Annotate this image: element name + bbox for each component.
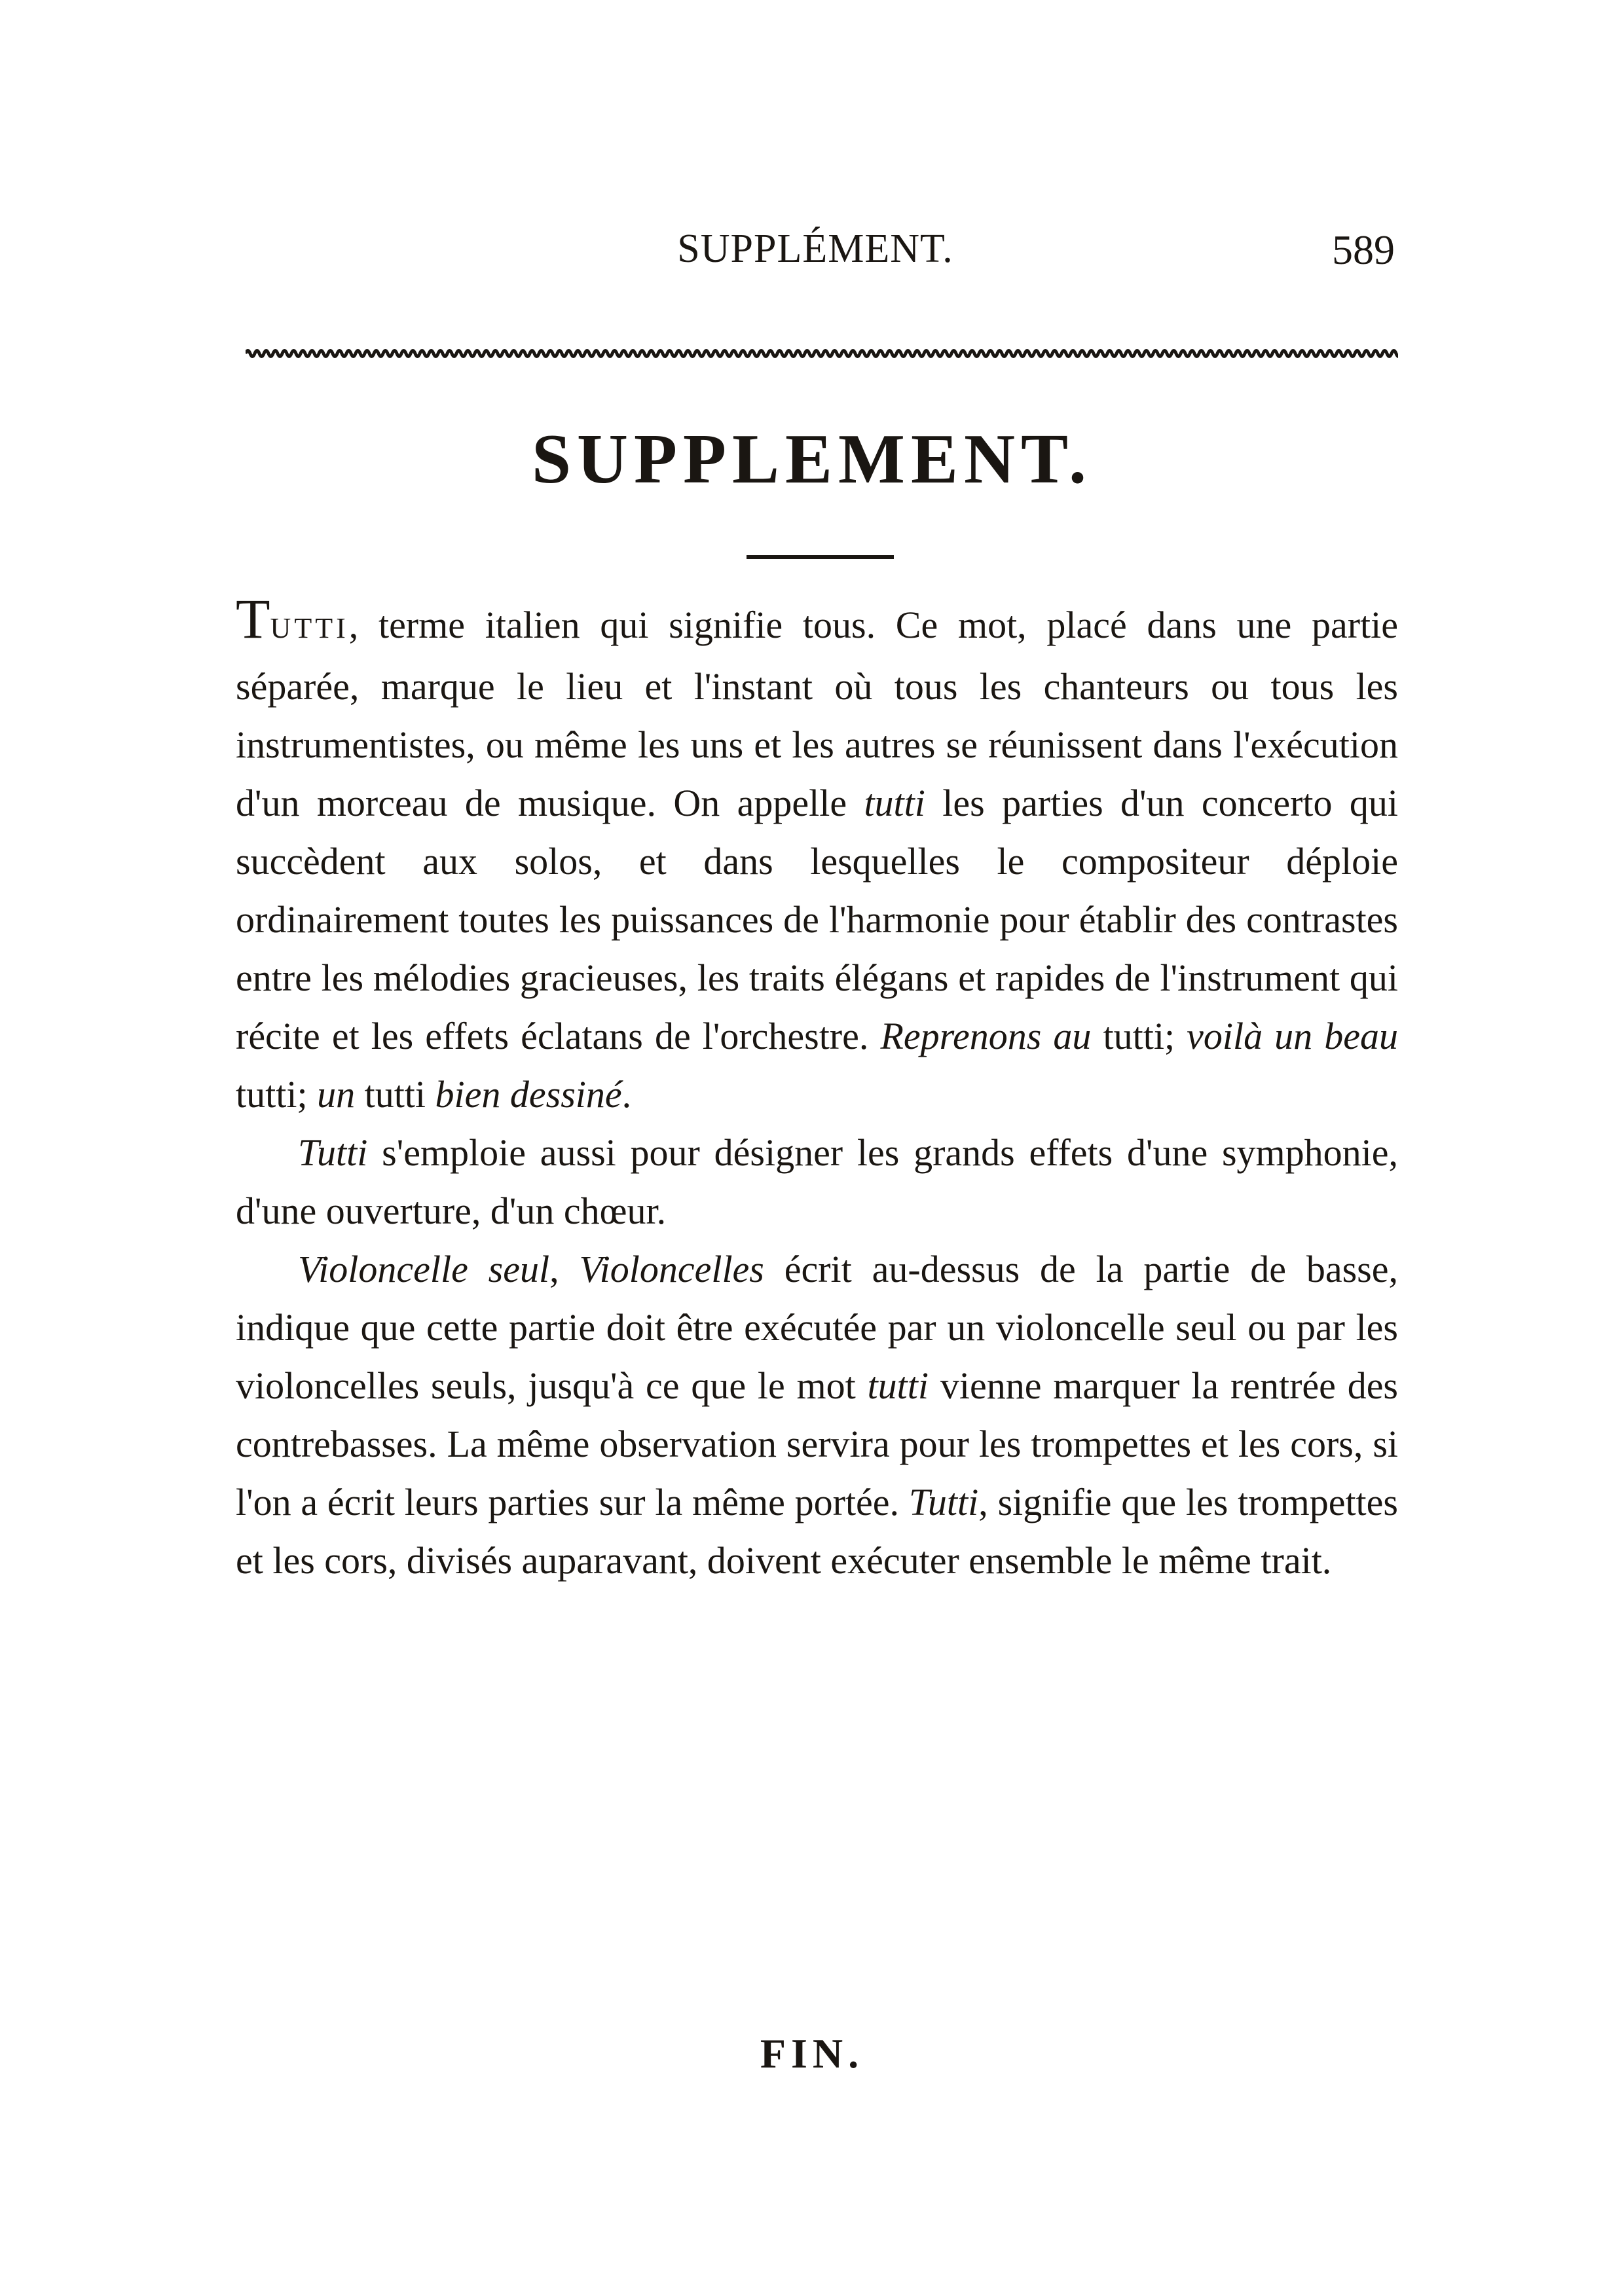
italic-term: Violoncelles — [579, 1248, 764, 1290]
text: tutti; — [1091, 1015, 1187, 1057]
text: vienne marquer la rentrée des contrebasses. La même observation servira pour les trompettes et les cors, si l'on a écrit leurs parties sur la même portée. — [236, 1364, 1399, 1523]
paragraph-violoncelle — [236, 1240, 1398, 1590]
running-head — [236, 226, 1395, 278]
text: s'emploie aussi pour désigner les grands effets d'une symphonie, d'une ouverture, d'un chœur. — [236, 1131, 1398, 1232]
italic-term: Reprenons au — [880, 1015, 1092, 1057]
italic-term: bien dessiné — [435, 1073, 622, 1116]
text: tutti — [355, 1073, 435, 1116]
dropcap: T — [236, 587, 270, 650]
text: écrit au-dessus de la partie de basse, indique que cette partie doit être exécutée par un violoncelle seul ou par les violoncelles seuls, jusqu'à ce que le mot — [236, 1248, 1398, 1407]
text: . — [621, 1073, 632, 1116]
text: les parties d'un concerto qui succèdent aux solos, et dans lesquelles le compositeur déploie ordinairement toutes les puissances de l'harmonie pour établir des contrastes entre les mélodies gracieuses, les traits élégans et rapides de l'instrument qui récite et les effets éclatans de l'orchestre. — [236, 782, 1398, 1057]
italic-term: voilà un beau — [1187, 1015, 1398, 1057]
text: tutti; — [236, 1073, 318, 1116]
headword-smallcaps: UTTI — [270, 612, 349, 644]
paragraph-tutti-effects — [236, 1123, 1398, 1240]
paragraph-tutti — [236, 587, 1398, 1123]
text: , — [549, 1248, 580, 1290]
italic-term: Tutti — [298, 1131, 368, 1174]
title-rule — [747, 555, 894, 559]
running-title: SUPPLÉMENT. — [677, 227, 953, 271]
page-number: 589 — [1332, 227, 1395, 273]
italic-term: Violoncelle seul — [298, 1248, 550, 1290]
body-text — [236, 587, 1399, 1590]
italic-term: tutti — [864, 782, 925, 824]
text: , terme italien qui signifie tous. Ce mot, placé dans une partie séparée, marque le lieu et l'instant où tous les chanteurs ou tous les instrumentistes, ou même les uns et les autres se réunissent dans l'exécution d'un morceau de musique. On appelle — [236, 604, 1398, 824]
text: , signifie que les trompettes et les cors, divisés auparavant, doivent exécuter ensemble le même trait. — [236, 1481, 1398, 1582]
wavy-rule — [246, 346, 1398, 361]
end-mark: FIN. — [760, 2030, 864, 2077]
italic-term: tutti — [867, 1364, 929, 1407]
italic-term: un — [317, 1073, 356, 1116]
italic-term: Tutti — [908, 1481, 979, 1523]
chapter-title: SUPPLEMENT. — [531, 420, 1093, 498]
